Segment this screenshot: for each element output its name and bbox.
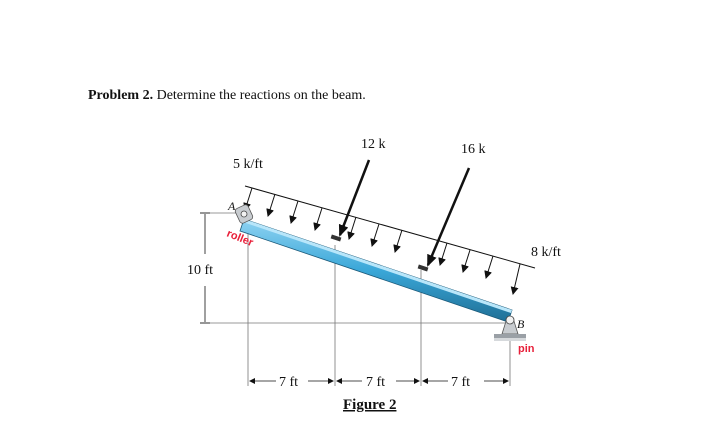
- pin-annotation: pin: [518, 343, 535, 355]
- load-right-label: 8 k/ft: [531, 245, 561, 260]
- point-b-label: B: [517, 317, 525, 331]
- distributed-load-line: [245, 186, 535, 268]
- load-left-label: 5 k/ft: [233, 157, 263, 172]
- span-1-label: 7 ft: [279, 375, 299, 390]
- roller-annotation: roller: [224, 227, 255, 250]
- problem-text: Determine the reactions on the beam.: [153, 88, 366, 103]
- load-plate-1: [331, 235, 342, 242]
- height-label: 10 ft: [187, 263, 214, 278]
- load-plate-2: [418, 265, 429, 272]
- force-12k-arrow: [340, 160, 369, 235]
- force-1-label: 12 k: [361, 137, 386, 152]
- span-3-label: 7 ft: [451, 375, 471, 390]
- problem-label: Problem 2.: [88, 88, 154, 103]
- point-a-label: A: [228, 199, 236, 213]
- force-16k-arrow: [428, 168, 469, 265]
- figure-caption: Figure 2: [343, 397, 397, 413]
- force-2-label: 16 k: [461, 142, 486, 157]
- span-2-label: 7 ft: [366, 375, 386, 390]
